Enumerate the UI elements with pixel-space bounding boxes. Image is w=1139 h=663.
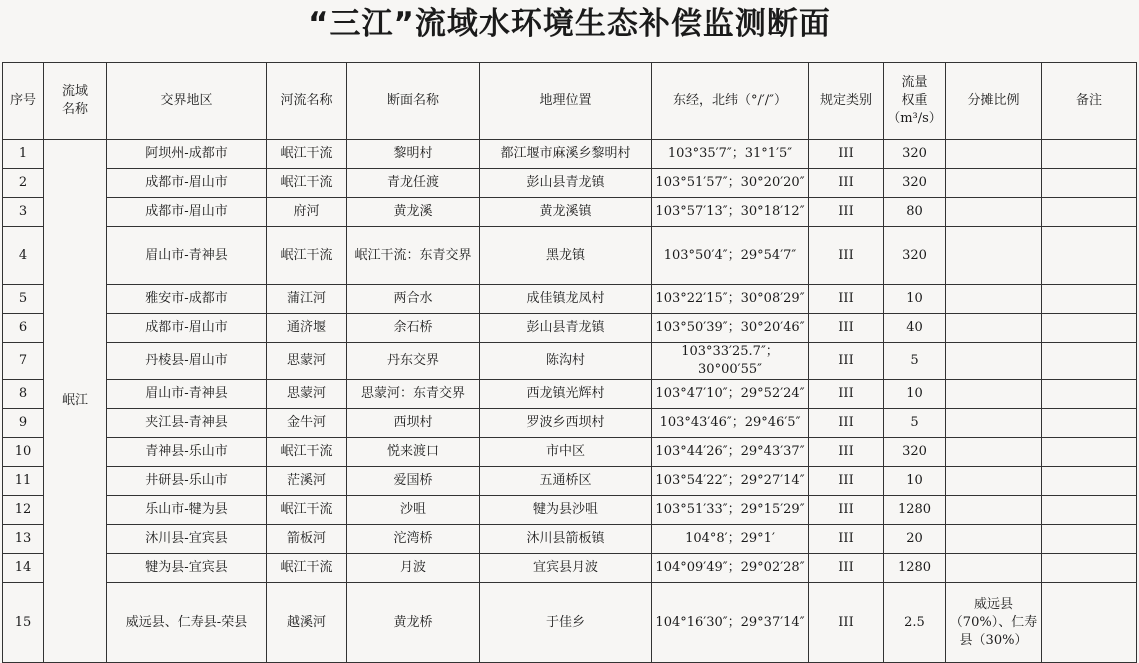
cell-border-area: 成都市-眉山市 <box>107 198 267 227</box>
cell-ratio <box>946 467 1042 496</box>
cell-section: 西坝村 <box>347 409 480 438</box>
cell-border-area: 阿坝州-成都市 <box>107 140 267 169</box>
cell-section: 沱湾桥 <box>347 525 480 554</box>
cell-seq: 12 <box>3 496 44 525</box>
cell-category: III <box>809 314 884 343</box>
cell-location: 陈沟村 <box>480 343 652 380</box>
cell-coords: 103°47′10″；29°52′24″ <box>652 380 809 409</box>
cell-section: 黄龙桥 <box>347 583 480 663</box>
header-coords: 东经，北纬（°/′/″） <box>652 63 809 140</box>
cell-ratio <box>946 380 1042 409</box>
cell-coords: 104°8′；29°1′ <box>652 525 809 554</box>
cell-seq: 15 <box>3 583 44 663</box>
cell-weight: 1280 <box>884 496 946 525</box>
cell-remark <box>1042 169 1137 198</box>
cell-category: III <box>809 140 884 169</box>
header-weight <box>884 63 946 140</box>
cell-river: 岷江干流 <box>267 554 347 583</box>
cell-weight: 40 <box>884 314 946 343</box>
cell-location: 都江堰市麻溪乡黎明村 <box>480 140 652 169</box>
cell-ratio <box>946 409 1042 438</box>
header-seq: 序号 <box>3 63 44 140</box>
cell-river: 岷江干流 <box>267 496 347 525</box>
cell-weight: 5 <box>884 343 946 380</box>
cell-location: 于佳乡 <box>480 583 652 663</box>
cell-border-area: 犍为县-宜宾县 <box>107 554 267 583</box>
cell-coords: 103°44′26″；29°43′37″ <box>652 438 809 467</box>
cell-remark <box>1042 343 1137 380</box>
cell-category: III <box>809 380 884 409</box>
cell-river: 岷江干流 <box>267 169 347 198</box>
cell-section: 两合水 <box>347 285 480 314</box>
cell-weight: 10 <box>884 467 946 496</box>
cell-border-area: 夹江县-青神县 <box>107 409 267 438</box>
cell-border-area: 成都市-眉山市 <box>107 314 267 343</box>
header-basin <box>44 63 107 140</box>
cell-weight: 10 <box>884 380 946 409</box>
cell-seq: 11 <box>3 467 44 496</box>
table-row <box>3 438 1137 467</box>
header-basin-line1: 流域 <box>61 84 88 99</box>
cell-ratio <box>946 554 1042 583</box>
table-body <box>3 140 1137 663</box>
cell-section: 沙咀 <box>347 496 480 525</box>
cell-category: III <box>809 409 884 438</box>
cell-seq: 4 <box>3 227 44 285</box>
cell-border-area: 乐山市-犍为县 <box>107 496 267 525</box>
header-river: 河流名称 <box>267 63 347 140</box>
table-row <box>3 554 1137 583</box>
header-border-area: 交界地区 <box>107 63 267 140</box>
cell-category: III <box>809 525 884 554</box>
cell-remark <box>1042 285 1137 314</box>
cell-location: 西龙镇光辉村 <box>480 380 652 409</box>
cell-ratio <box>946 227 1042 285</box>
cell-coords: 103°50′39″；30°20′46″ <box>652 314 809 343</box>
cell-ratio: 威远县（70%）、仁寿县（30%） <box>946 583 1042 663</box>
cell-weight: 320 <box>884 227 946 285</box>
cell-seq: 6 <box>3 314 44 343</box>
header-category: 规定类别 <box>809 63 884 140</box>
cell-remark <box>1042 409 1137 438</box>
table-row <box>3 583 1137 663</box>
cell-remark <box>1042 314 1137 343</box>
cell-river: 蒲江河 <box>267 285 347 314</box>
cell-category: III <box>809 198 884 227</box>
cell-weight: 320 <box>884 140 946 169</box>
cell-seq: 5 <box>3 285 44 314</box>
cell-section: 青龙任渡 <box>347 169 480 198</box>
cell-remark <box>1042 380 1137 409</box>
table-row <box>3 467 1137 496</box>
cell-border-area: 青神县-乐山市 <box>107 438 267 467</box>
cell-section: 余石桥 <box>347 314 480 343</box>
cell-coords: 103°35′7″；31°1′5″ <box>652 140 809 169</box>
cell-basin: 岷江 <box>44 140 107 663</box>
table-row <box>3 496 1137 525</box>
cell-river: 岷江干流 <box>267 140 347 169</box>
cell-location: 罗波乡西坝村 <box>480 409 652 438</box>
cell-remark <box>1042 496 1137 525</box>
cell-coords: 103°51′57″；30°20′20″ <box>652 169 809 198</box>
cell-coords: 103°43′46″；29°46′5″ <box>652 409 809 438</box>
cell-weight: 2.5 <box>884 583 946 663</box>
cell-section: 思蒙河：东青交界 <box>347 380 480 409</box>
table-row <box>3 227 1137 285</box>
cell-seq: 13 <box>3 525 44 554</box>
cell-section: 爱国桥 <box>347 467 480 496</box>
cell-weight: 20 <box>884 525 946 554</box>
cell-coords: 103°50′4″；29°54′7″ <box>652 227 809 285</box>
cell-river: 茫溪河 <box>267 467 347 496</box>
header-weight-line2: 权重 <box>901 93 928 108</box>
table-row <box>3 198 1137 227</box>
cell-category: III <box>809 285 884 314</box>
cell-location: 宜宾县月波 <box>480 554 652 583</box>
header-ratio: 分摊比例 <box>946 63 1042 140</box>
cell-seq: 7 <box>3 343 44 380</box>
cell-river: 岷江干流 <box>267 227 347 285</box>
cell-section: 月波 <box>347 554 480 583</box>
cell-border-area: 成都市-眉山市 <box>107 169 267 198</box>
cell-remark <box>1042 140 1137 169</box>
cell-weight: 320 <box>884 169 946 198</box>
cell-weight: 320 <box>884 438 946 467</box>
cell-section: 黎明村 <box>347 140 480 169</box>
table-row <box>3 525 1137 554</box>
header-weight-line1: 流量 <box>901 75 928 90</box>
cell-location: 黄龙溪镇 <box>480 198 652 227</box>
cell-border-area: 雅安市-成都市 <box>107 285 267 314</box>
monitoring-table <box>2 62 1137 663</box>
cell-category: III <box>809 467 884 496</box>
cell-river: 思蒙河 <box>267 380 347 409</box>
cell-category: III <box>809 583 884 663</box>
cell-remark <box>1042 438 1137 467</box>
cell-remark <box>1042 227 1137 285</box>
cell-section: 黄龙溪 <box>347 198 480 227</box>
table-row <box>3 343 1137 380</box>
cell-border-area: 沐川县-宜宾县 <box>107 525 267 554</box>
cell-ratio <box>946 169 1042 198</box>
cell-ratio <box>946 496 1042 525</box>
cell-seq: 3 <box>3 198 44 227</box>
cell-seq: 2 <box>3 169 44 198</box>
cell-border-area: 威远县、仁寿县-荣县 <box>107 583 267 663</box>
cell-ratio <box>946 198 1042 227</box>
cell-category: III <box>809 343 884 380</box>
header-location: 地理位置 <box>480 63 652 140</box>
cell-weight: 80 <box>884 198 946 227</box>
cell-remark <box>1042 525 1137 554</box>
cell-weight: 10 <box>884 285 946 314</box>
cell-coords: 104°16′30″；29°37′14″ <box>652 583 809 663</box>
cell-river: 岷江干流 <box>267 438 347 467</box>
cell-river: 金牛河 <box>267 409 347 438</box>
cell-border-area: 眉山市-青神县 <box>107 227 267 285</box>
table-row <box>3 314 1137 343</box>
cell-remark <box>1042 583 1137 663</box>
cell-weight: 1280 <box>884 554 946 583</box>
cell-ratio <box>946 314 1042 343</box>
cell-coords: 103°54′22″；29°27′14″ <box>652 467 809 496</box>
cell-category: III <box>809 227 884 285</box>
cell-ratio <box>946 438 1042 467</box>
cell-category: III <box>809 169 884 198</box>
table-row <box>3 285 1137 314</box>
cell-location: 彭山县青龙镇 <box>480 314 652 343</box>
table-row <box>3 380 1137 409</box>
cell-category: III <box>809 496 884 525</box>
cell-coords: 103°51′33″；29°15′29″ <box>652 496 809 525</box>
cell-section: 悦来渡口 <box>347 438 480 467</box>
cell-location: 成佳镇龙凤村 <box>480 285 652 314</box>
cell-coords: 103°33′25.7″；30°00′55″ <box>652 343 809 380</box>
cell-ratio <box>946 525 1042 554</box>
cell-location: 五通桥区 <box>480 467 652 496</box>
cell-ratio <box>946 285 1042 314</box>
header-section: 断面名称 <box>347 63 480 140</box>
table-row <box>3 169 1137 198</box>
cell-remark <box>1042 198 1137 227</box>
header-basin-line2: 名称 <box>61 102 88 117</box>
cell-location: 彭山县青龙镇 <box>480 169 652 198</box>
cell-coords: 103°57′13″；30°18′12″ <box>652 198 809 227</box>
cell-seq: 9 <box>3 409 44 438</box>
cell-weight: 5 <box>884 409 946 438</box>
cell-section: 岷江干流：东青交界 <box>347 227 480 285</box>
header-row <box>3 63 1137 140</box>
cell-ratio <box>946 140 1042 169</box>
cell-river: 越溪河 <box>267 583 347 663</box>
cell-coords: 103°22′15″；30°08′29″ <box>652 285 809 314</box>
cell-category: III <box>809 554 884 583</box>
cell-river: 府河 <box>267 198 347 227</box>
page-title: “三江”流域水环境生态补偿监测断面 <box>308 6 831 42</box>
cell-river: 通济堰 <box>267 314 347 343</box>
cell-river: 箭板河 <box>267 525 347 554</box>
header-weight-line3: （m³/s） <box>887 111 942 126</box>
cell-river: 思蒙河 <box>267 343 347 380</box>
cell-seq: 14 <box>3 554 44 583</box>
cell-ratio <box>946 343 1042 380</box>
cell-seq: 10 <box>3 438 44 467</box>
cell-location: 沐川县箭板镇 <box>480 525 652 554</box>
header-remark: 备注 <box>1042 63 1137 140</box>
table-row <box>3 140 1137 169</box>
cell-coords: 104°09′49″；29°02′28″ <box>652 554 809 583</box>
cell-border-area: 丹棱县-眉山市 <box>107 343 267 380</box>
cell-category: III <box>809 438 884 467</box>
cell-location: 市中区 <box>480 438 652 467</box>
cell-seq: 8 <box>3 380 44 409</box>
cell-remark <box>1042 467 1137 496</box>
cell-section: 丹东交界 <box>347 343 480 380</box>
cell-border-area: 井研县-乐山市 <box>107 467 267 496</box>
cell-location: 犍为县沙咀 <box>480 496 652 525</box>
cell-remark <box>1042 554 1137 583</box>
cell-seq: 1 <box>3 140 44 169</box>
cell-border-area: 眉山市-青神县 <box>107 380 267 409</box>
cell-location: 黑龙镇 <box>480 227 652 285</box>
table-row <box>3 409 1137 438</box>
